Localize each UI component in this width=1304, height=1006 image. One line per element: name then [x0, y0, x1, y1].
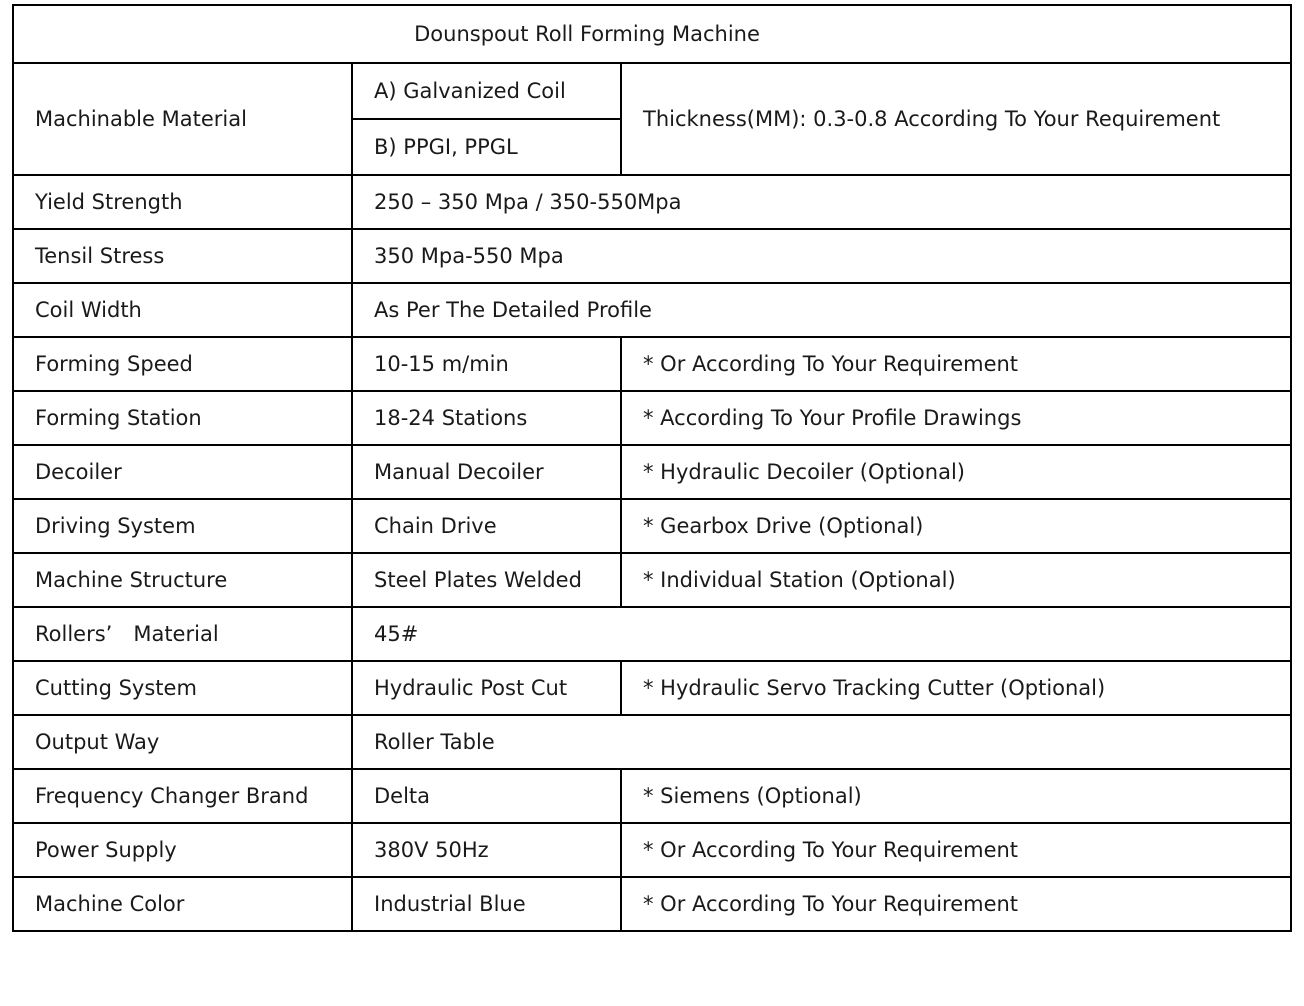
row-label: Yield Strength	[13, 175, 352, 229]
row-label: Tensil Stress	[13, 229, 352, 283]
row-note: * Or According To Your Requirement	[621, 877, 1291, 931]
table-row	[13, 229, 1291, 283]
material-option-b: B) PPGI, PPGL	[352, 119, 621, 175]
table-row	[13, 823, 1291, 877]
table-row	[13, 661, 1291, 715]
row-value: 45#	[352, 607, 1291, 661]
row-value: Steel Plates Welded	[352, 553, 621, 607]
material-option-a: A) Galvanized Coil	[352, 63, 621, 119]
table-row	[13, 769, 1291, 823]
row-note: * Hydraulic Decoiler (Optional)	[621, 445, 1291, 499]
row-value: Manual Decoiler	[352, 445, 621, 499]
row-value: 350 Mpa-550 Mpa	[352, 229, 1291, 283]
row-value: Industrial Blue	[352, 877, 621, 931]
spec-table	[12, 4, 1292, 932]
table-row	[13, 553, 1291, 607]
table-row	[13, 283, 1291, 337]
row-note: * Hydraulic Servo Tracking Cutter (Optional)	[621, 661, 1291, 715]
row-label: Power Supply	[13, 823, 352, 877]
row-label: Output Way	[13, 715, 352, 769]
table-row	[13, 499, 1291, 553]
table-row	[13, 445, 1291, 499]
row-note: * Or According To Your Requirement	[621, 823, 1291, 877]
row-value: 10-15 m/min	[352, 337, 621, 391]
row-label: Forming Speed	[13, 337, 352, 391]
row-value: Hydraulic Post Cut	[352, 661, 621, 715]
row-label: Coil Width	[13, 283, 352, 337]
table-title: Dounspout Roll Forming Machine	[13, 5, 1291, 63]
row-note: * Gearbox Drive (Optional)	[621, 499, 1291, 553]
material-thickness: Thickness(MM): 0.3-0.8 According To Your Requirement	[621, 63, 1291, 175]
row-note: * According To Your Profile Drawings	[621, 391, 1291, 445]
row-value: As Per The Detailed Profile	[352, 283, 1291, 337]
row-value: 250 – 350 Mpa / 350-550Mpa	[352, 175, 1291, 229]
row-value: 18-24 Stations	[352, 391, 621, 445]
table-row	[13, 337, 1291, 391]
row-label: Frequency Changer Brand	[13, 769, 352, 823]
row-value: Delta	[352, 769, 621, 823]
row-label: Rollers’ Material	[13, 607, 352, 661]
row-value: Roller Table	[352, 715, 1291, 769]
row-label: Decoiler	[13, 445, 352, 499]
table-row	[13, 877, 1291, 931]
row-value: 380V 50Hz	[352, 823, 621, 877]
table-row	[13, 175, 1291, 229]
title-row	[13, 5, 1291, 63]
row-label: Machine Structure	[13, 553, 352, 607]
row-label: Machine Color	[13, 877, 352, 931]
table-row	[13, 63, 1291, 119]
row-note: * Or According To Your Requirement	[621, 337, 1291, 391]
row-note: * Individual Station (Optional)	[621, 553, 1291, 607]
row-value: Chain Drive	[352, 499, 621, 553]
row-label-machinable-material: Machinable Material	[13, 63, 352, 175]
row-label: Driving System	[13, 499, 352, 553]
row-note: * Siemens (Optional)	[621, 769, 1291, 823]
table-row	[13, 715, 1291, 769]
row-label: Forming Station	[13, 391, 352, 445]
table-row	[13, 607, 1291, 661]
table-row	[13, 391, 1291, 445]
row-label: Cutting System	[13, 661, 352, 715]
